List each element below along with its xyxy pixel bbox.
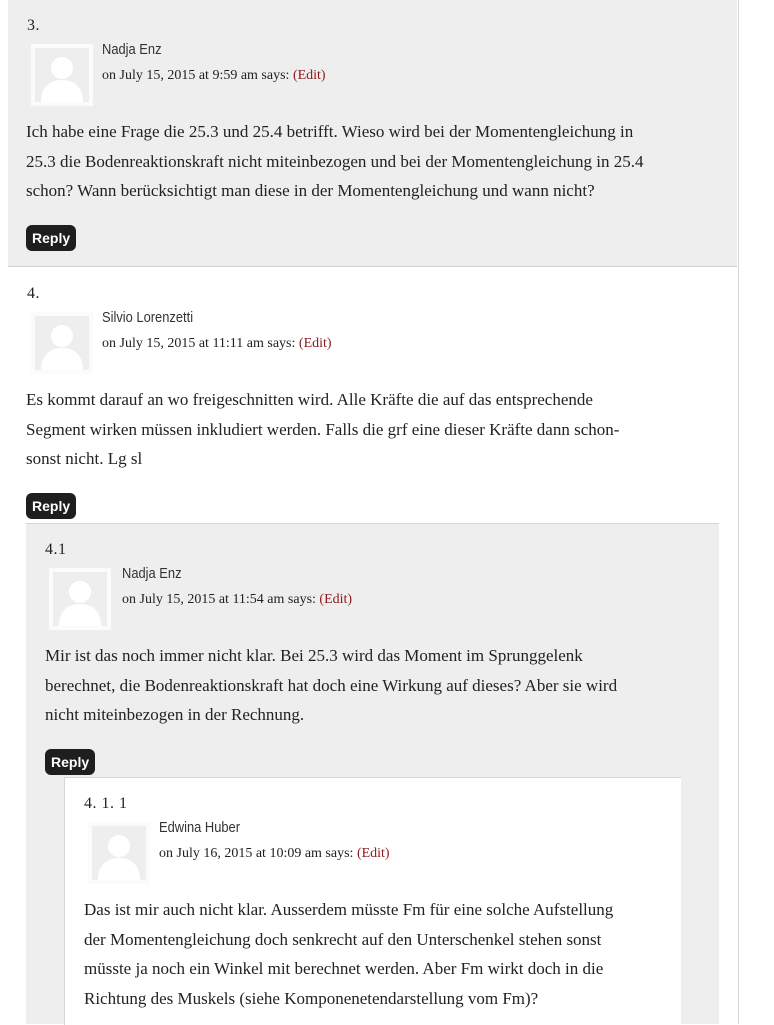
comment-meta xyxy=(122,592,352,608)
comment-4-1-1 xyxy=(64,777,681,1025)
avatar xyxy=(49,568,111,630)
edit-link[interactable]: (Edit) xyxy=(356,846,390,861)
comment-date[interactable]: on July 15, 2015 at 11:54 am says: xyxy=(122,592,320,607)
comment-text-line: Ich habe eine Frage die 25.3 und 25.4 betrifft. Wieso wird bei der Momentengleichung in xyxy=(26,122,634,141)
comment-text-line: Das ist mir auch nicht klar. Ausserdem müsste Fm für eine solche Aufstellung xyxy=(84,900,614,919)
comment-text-line: nicht miteinbezogen in der Rechnung. xyxy=(45,705,305,724)
comment-text-line: 25.3 die Bodenreaktionskraft nicht miteinbezogen und bei der Momentengleichung in 25.4 xyxy=(26,151,644,171)
comment-text-line: sonst nicht. Lg sl xyxy=(26,449,143,468)
comment-meta xyxy=(102,336,332,352)
avatar xyxy=(31,44,93,106)
comment-number: 4.1 xyxy=(45,541,67,558)
edit-link[interactable]: (Edit) xyxy=(298,336,332,351)
comment-text-line: Mir ist das noch immer nicht klar. Bei 25.3 wird das Moment im Sprunggelenk xyxy=(45,646,583,665)
comment-text-line: Richtung des Muskels (siehe Komponenetendarstellung vom Fm)? xyxy=(84,988,539,1008)
edit-link[interactable]: (Edit) xyxy=(319,592,353,607)
comment-date[interactable]: on July 15, 2015 at 11:11 am says: xyxy=(102,336,299,351)
comment-text-line: Segment wirken müssen inkludiert werden. Falls die grf eine dieser Kräfte dann schon- xyxy=(26,419,620,439)
comment-body xyxy=(26,117,726,206)
reply-button[interactable]: Reply xyxy=(26,225,76,251)
comment-number: 4. 1. 1 xyxy=(84,795,128,812)
comment-body xyxy=(26,385,726,474)
avatar xyxy=(88,822,150,884)
default-avatar-icon xyxy=(35,316,89,370)
comment-author[interactable]: Nadja Enz xyxy=(122,565,182,582)
comment-meta xyxy=(102,68,326,84)
default-avatar-icon xyxy=(35,48,89,102)
comment-list xyxy=(8,0,739,1024)
reply-button[interactable]: Reply xyxy=(45,749,95,775)
comment-body xyxy=(45,641,710,730)
comment-date[interactable]: on July 16, 2015 at 10:09 am says: xyxy=(159,846,357,861)
comment-4 xyxy=(8,268,737,1024)
comment-date[interactable]: on July 15, 2015 at 9:59 am says: xyxy=(102,68,293,83)
comment-number: 3. xyxy=(27,17,40,34)
comment-text-line: Es kommt darauf an wo freigeschnitten wird. Alle Kräfte die auf das entsprechende xyxy=(26,390,593,409)
comment-text-line: schon? Wann berücksichtigt man diese in der Momentengleichung und wann nicht? xyxy=(26,181,595,200)
comment-author[interactable]: Nadja Enz xyxy=(102,41,162,58)
comment-author[interactable]: Edwina Huber xyxy=(159,819,241,836)
comment-text-line: berechnet, die Bodenreaktionskraft hat doch eine Wirkung auf dieses? Aber sie wird xyxy=(45,675,618,695)
comment-4-1 xyxy=(26,523,719,1024)
edit-link[interactable]: (Edit) xyxy=(292,68,326,83)
comment-number: 4. xyxy=(27,285,40,302)
comment-text-line: der Momentengleichung doch senkrecht auf den Unterschenkel stehen sonst xyxy=(84,929,602,949)
avatar xyxy=(31,312,93,374)
comment-3 xyxy=(8,0,737,267)
reply-button[interactable]: Reply xyxy=(26,493,76,519)
comment-author[interactable]: Silvio Lorenzetti xyxy=(102,309,194,326)
default-avatar-icon xyxy=(92,826,146,880)
default-avatar-icon xyxy=(53,572,107,626)
comment-meta xyxy=(159,846,390,862)
comment-body xyxy=(84,895,674,1013)
comment-text-line: müsste ja noch ein Winkel mit berechnet werden. Aber Fm wirkt doch in die xyxy=(84,959,604,978)
